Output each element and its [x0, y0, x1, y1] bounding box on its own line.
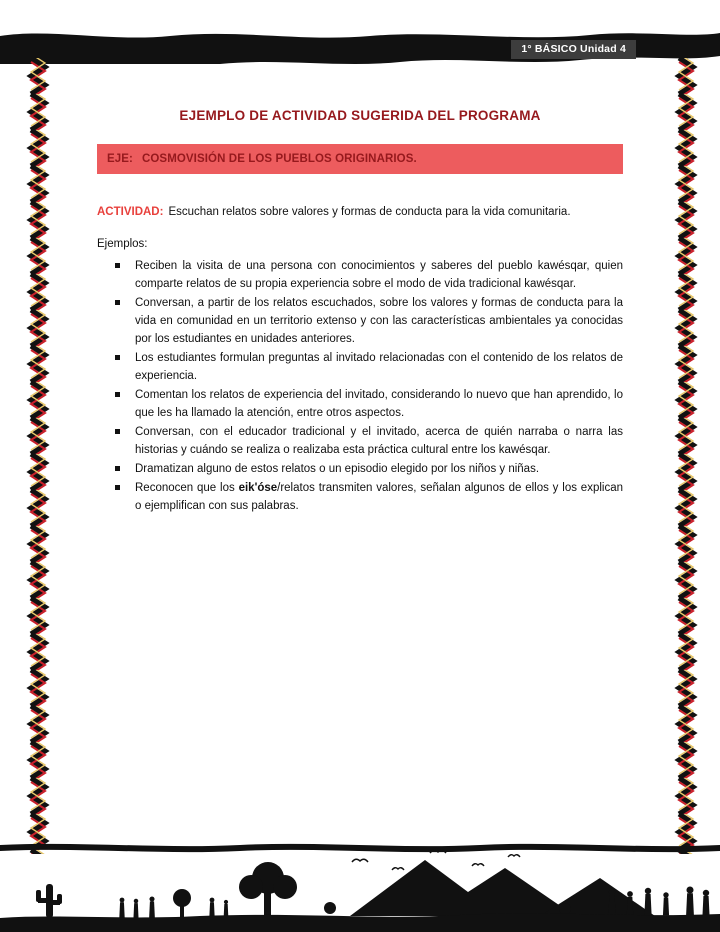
bullet-text: Los estudiantes formulan preguntas al invitado relacionadas con el contenido de los relatos de experiencia. — [135, 352, 623, 382]
bullet-text: Reciben la visita de una persona con conocimientos y saberes del pueblo kawésqar, quien comparte relatos de su propia experiencia sobre el modo de vida tradicional kawésqar. — [135, 260, 623, 290]
bullet-text: Conversan, con el educador tradicional y el invitado, acerca de quién narraba o narra las historias y cuándo se realiza o realizaba esta práctica cultural entre los kawésqar. — [135, 426, 623, 456]
bullet-item — [97, 479, 623, 515]
left-border-pattern — [26, 58, 50, 854]
footer-silhouette-illustration — [0, 840, 720, 932]
eje-banner-text: COSMOVISIÓN DE LOS PUEBLOS ORIGINARIOS. — [141, 153, 417, 165]
bullet-text: Comentan los relatos de experiencia del invitado, considerando lo nuevo que han aprendido, lo que les ha llamado la atención, entre otros aspectos. — [135, 389, 623, 419]
bullet-icon — [115, 466, 120, 471]
bullet-item — [97, 460, 623, 478]
actividad-line — [97, 204, 623, 220]
bullet-text: Conversan, a partir de los relatos escuchados, sobre los valores y formas de conducta para la vida en comunidad en un territorio extenso y con las características ambientales ya conocidas por los estudiantes en unidades anteriores. — [135, 297, 623, 345]
bullet-item — [97, 423, 623, 459]
bullet-item — [97, 349, 623, 385]
content-column — [97, 0, 623, 516]
unit-badge-label: 1° BÁSICO Unidad 4 — [521, 43, 626, 55]
bullet-item — [97, 294, 623, 348]
bullet-icon — [115, 485, 120, 490]
eje-banner-label: EJE: — [107, 153, 133, 165]
bullet-text — [135, 479, 623, 515]
actividad-label: ACTIVIDAD: — [97, 206, 164, 218]
bullet-icon — [115, 355, 120, 360]
actividad-text: Escuchan relatos sobre valores y formas de conducta para la vida comunitaria. — [168, 206, 571, 218]
examples-label: Ejemplos: — [97, 238, 148, 250]
bullet-term-bold: eik'óse — [238, 482, 278, 494]
right-border-pattern — [674, 58, 698, 854]
bullet-item — [97, 257, 623, 293]
bullet-item — [97, 386, 623, 422]
bullet-text: Dramatizan alguno de estos relatos o un episodio elegido por los niños y niñas. — [135, 463, 540, 475]
bullet-list — [97, 257, 623, 515]
bullet-icon — [115, 392, 120, 397]
eje-banner — [97, 144, 623, 174]
bullet-icon — [115, 263, 120, 268]
bullet-text-suffix: /relatos transmiten valores, señalan algunos de ellos y los explican o ejemplifican con sus palabras. — [135, 482, 624, 512]
page-title: EJEMPLO DE ACTIVIDAD SUGERIDA DEL PROGRAMA — [179, 108, 541, 123]
bullet-icon — [115, 429, 120, 434]
bullet-icon — [115, 300, 120, 305]
bullet-text-prefix: Reconocen que los — [135, 482, 239, 494]
